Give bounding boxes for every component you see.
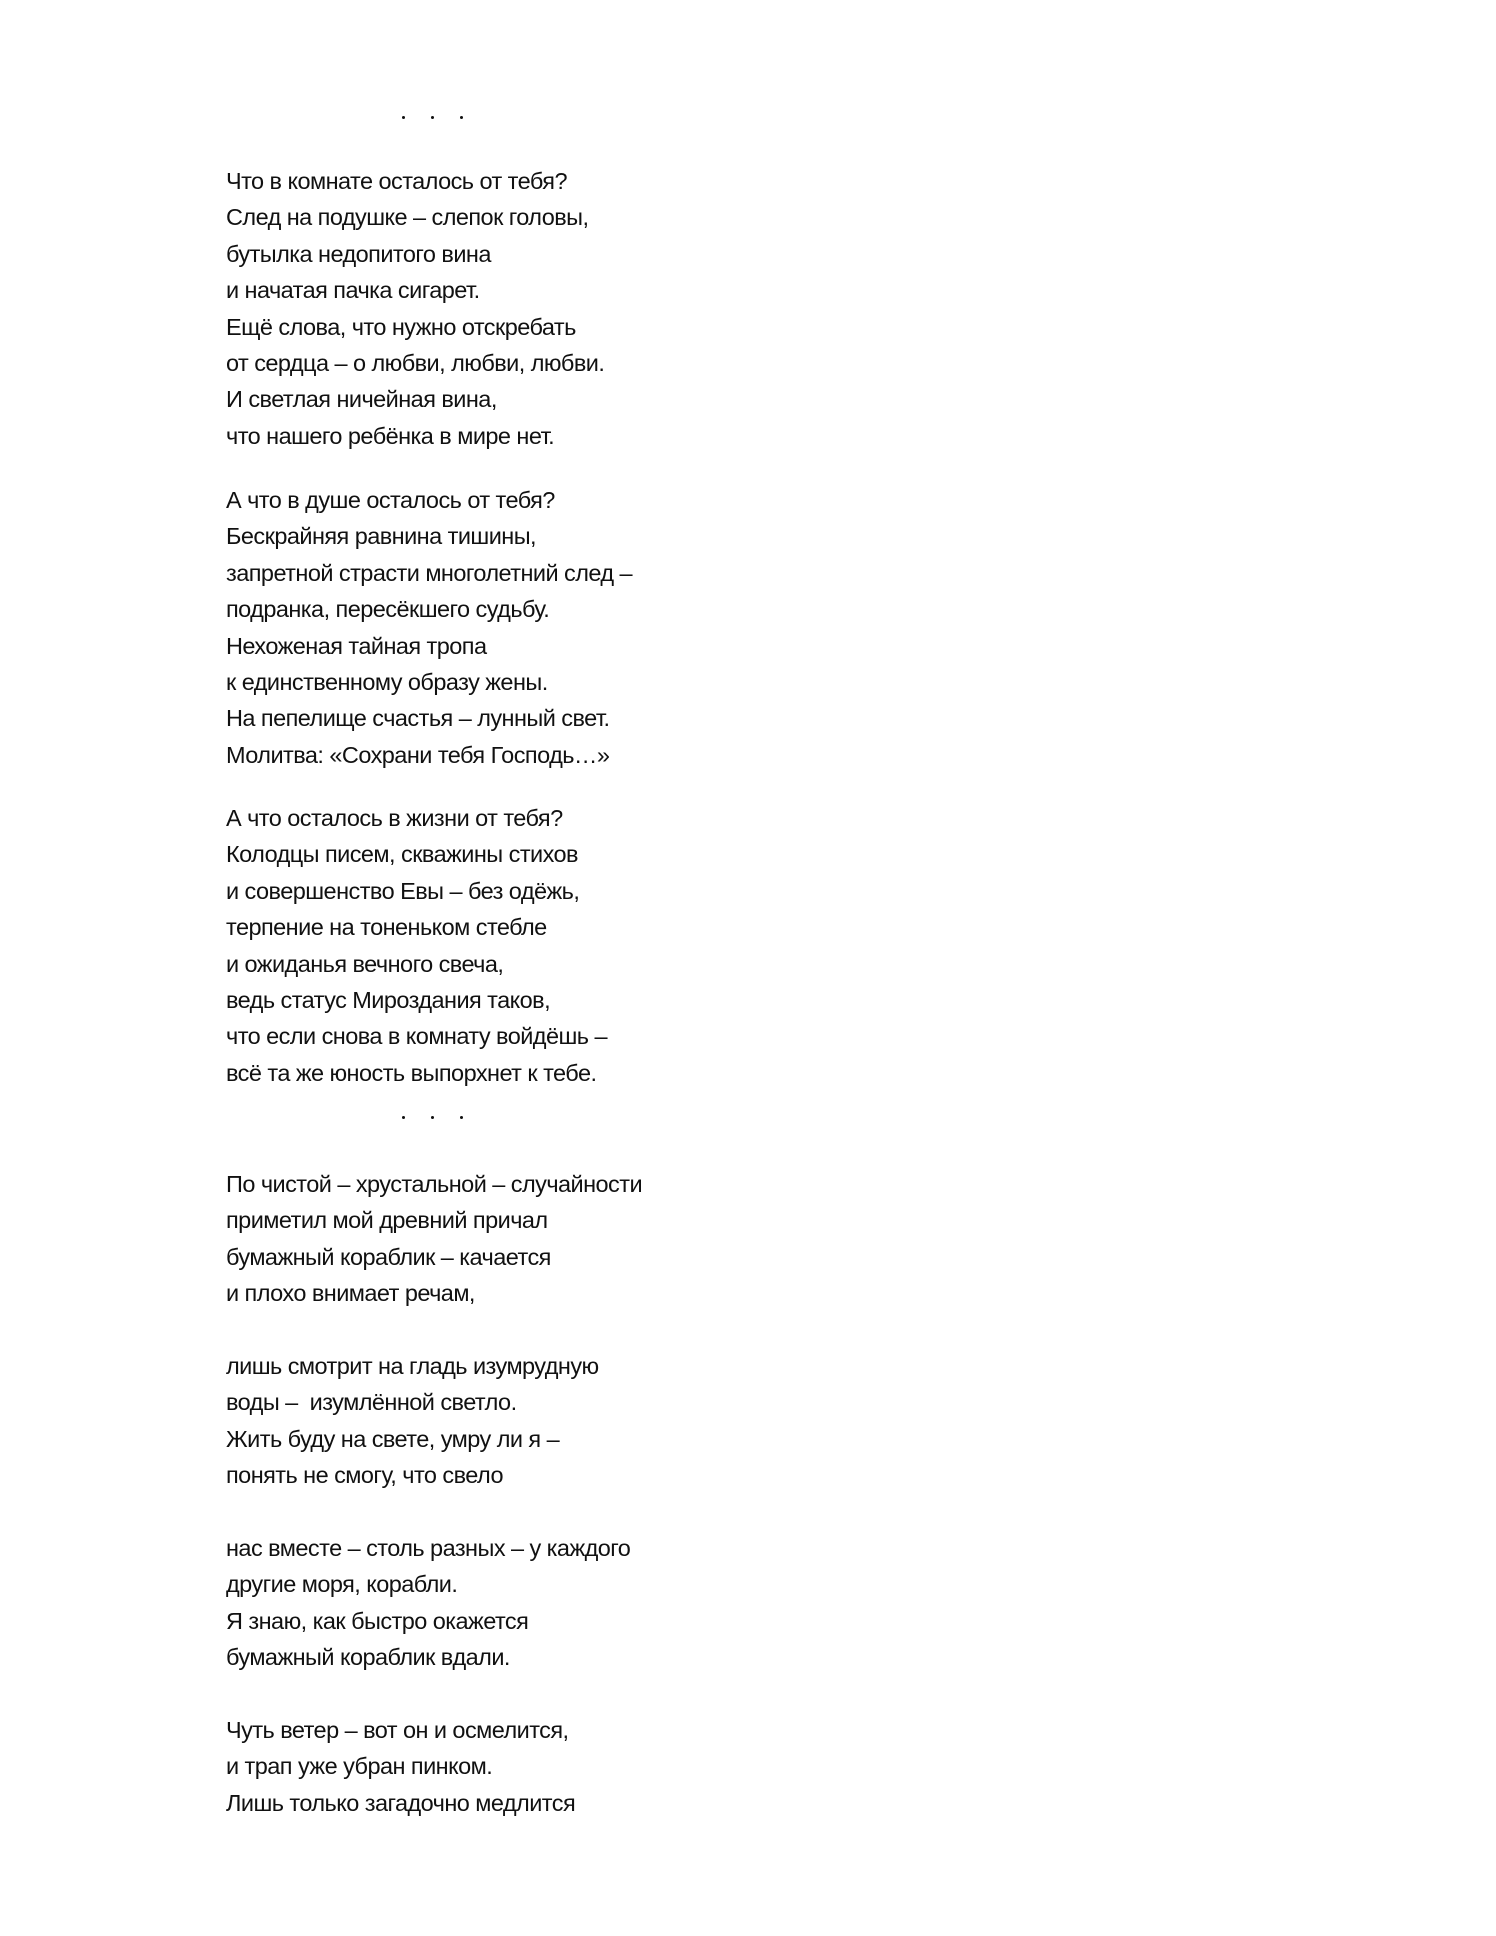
poem-line: Бескрайняя равнина тишины, [226,523,537,550]
poem-line: Жить буду на свете, умру ли я – [226,1425,560,1452]
poem-line: Лишь только загадочно медлится [226,1789,576,1816]
poem-line: и совершенство Евы – без одёжь, [226,877,580,904]
poem-line: всё та же юность выпорхнет к тебе. [226,1059,597,1086]
poem-line: другие моря, корабли. [226,1571,458,1598]
poem-line: бумажный кораблик вдали. [226,1644,510,1671]
poem-line: Ещё слова, что нужно отскребать [226,313,576,340]
poem-line: приметил мой древний причал [226,1207,548,1234]
poem-line: от сердца – о любви, любви, любви. [226,350,605,376]
poem-line: Что в комнате осталось от тебя? [226,168,567,194]
poem-line: ведь статус Мироздания таков, [226,987,551,1013]
separator-dot [460,1116,463,1119]
poem-line: терпение на тоненьком стебле [226,914,547,941]
poem-line: что если снова в комнату войдёшь – [226,1023,607,1050]
separator-dot [460,116,463,119]
separator-dot [402,116,405,119]
poem-line: лишь смотрит на гладь изумрудную [226,1353,599,1379]
poem-line: И светлая ничейная вина, [226,386,497,413]
poem-line: Молитва: «Сохрани тебя Господь…» [226,741,610,768]
poem-line: и ожиданья вечного свеча, [226,950,504,977]
separator-dot [431,1116,434,1119]
separator-dot [402,1116,405,1119]
poem-line: и начатая пачка сигарет. [226,277,480,304]
poem-line: понять не смогу, что свело [226,1462,503,1489]
poem-line: что нашего ребёнка в мире нет. [226,422,555,449]
poem-line: На пепелище счастья – лунный свет. [226,705,610,732]
poem-line: бутылка недопитого вина [226,240,491,267]
poem-line: Нехоженая тайная тропа [226,632,487,659]
poem-line: подранка, пересёкшего судьбу. [226,596,550,623]
poem-line: Я знаю, как быстро окажется [226,1607,529,1634]
poem-line: Колодцы писем, скважины стихов [226,841,578,868]
poem-line: По чистой – хрустальной – случайности [226,1171,643,1197]
poem-line: нас вместе – столь разных – у каждого [226,1535,631,1561]
poem-line: воды – изумлённой светло. [226,1389,517,1416]
poem-line: А что в душе осталось от тебя? [226,487,555,513]
separator-dot [431,116,434,119]
poem-line: к единственному образу жены. [226,669,548,695]
poem-line: А что осталось в жизни от тебя? [226,805,563,831]
poem-line: Чуть ветер – вот он и осмелится, [226,1717,569,1743]
poem-line: запретной страсти многолетний след – [226,559,633,586]
poem-line: и плохо внимает речам, [226,1280,475,1307]
poem-line: бумажный кораблик – качается [226,1243,551,1270]
poem-line: и трап уже убран пинком. [226,1753,493,1780]
poem-line: След на подушке – слепок головы, [226,204,589,231]
